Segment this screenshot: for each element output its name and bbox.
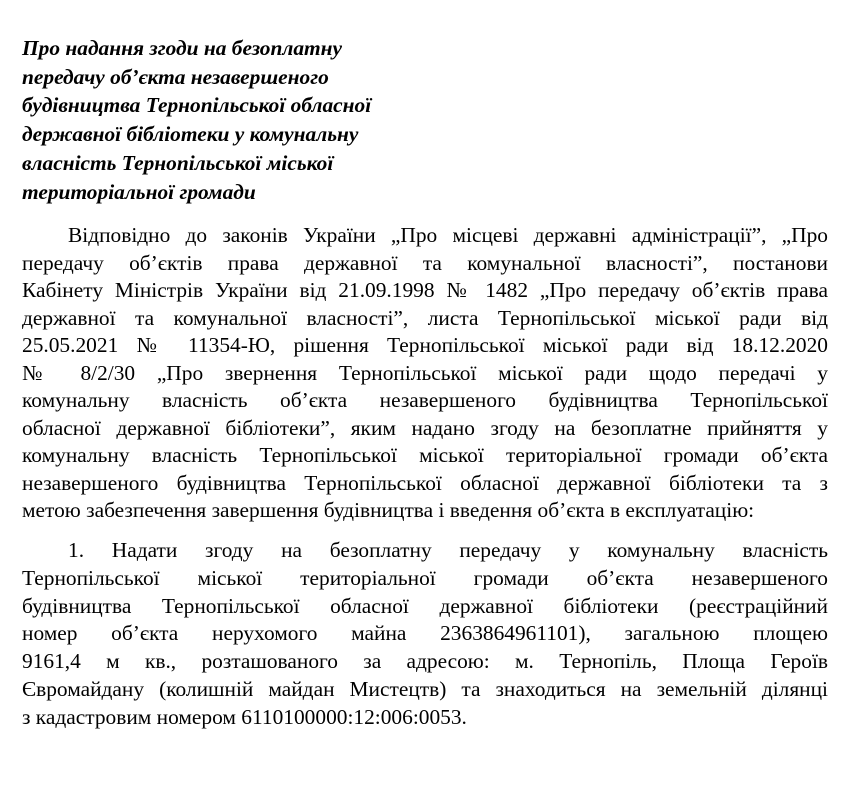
preamble-line: комунальну власність Тернопільської міської територіальної громади об’єкта [22, 443, 828, 467]
preamble-line: № 8/2/30 „Про звернення Тернопільської міської ради щодо передачі у [22, 360, 828, 385]
preamble-line: передачу об’єктів права державної та комунальної власності”, постанови [22, 250, 828, 275]
title-line: Про надання згоди на безоплатну [22, 36, 343, 60]
preamble-paragraph [22, 222, 828, 525]
preamble-line: Відповідно до законів України „Про місцеві державні адміністрації”, „Про [68, 223, 828, 247]
item-line: Євромайдану (колишній майдан Мистецтв) та знаходиться на земельній ділянці [22, 676, 828, 701]
preamble-line: незавершеного будівництва Тернопільської обласної державної бібліотеки та з [22, 470, 828, 495]
preamble-line: обласної державної бібліотеки”, яким надано згоду на безоплатне прийняття у [22, 415, 828, 440]
item-line: 1. Надати згоду на безоплатну передачу у комунальну власність [68, 538, 828, 562]
title-line: будівництва Тернопільської обласної [22, 93, 372, 118]
title-line: територіальної громади [22, 179, 256, 204]
item-line: з кадастровим номером 6110100000:12:006:0053. [22, 704, 467, 729]
item-line: номер об’єкта нерухомого майна 2363864961101), загальною площею [22, 621, 828, 646]
title-line: державної бібліотеки у комунальну [22, 122, 359, 147]
item-line: будівництва Тернопільської обласної державної бібліотеки (реєстраційний [22, 593, 828, 618]
preamble-line: 25.05.2021 № 11354-Ю, рішення Тернопільської міської ради від 18.12.2020 [22, 333, 828, 357]
preamble-line: державної та комунальної власності”, листа Тернопільської міської ради від [22, 305, 828, 330]
preamble-line: метою забезпечення завершення будівництва і введення об’єкта в експлуатацію: [22, 498, 755, 522]
item-line: 9161,4 м кв., розташованого за адресою: м. Тернопіль, Площа Героїв [22, 649, 828, 674]
decision-item-1 [22, 537, 828, 732]
item-line: Тернопільської міської територіальної громади об’єкта незавершеного [22, 565, 828, 590]
title-line: передачу об’єкта незавершеного [22, 64, 329, 89]
document-title [22, 34, 422, 206]
title-line: власність Тернопільської міської [22, 150, 334, 175]
preamble-line: комунальну власність об’єкта незавершеного будівництва Тернопільської [22, 388, 828, 412]
preamble-line: Кабінету Міністрів України від 21.09.1998 № 1482 „Про передачу об’єктів права [22, 278, 828, 302]
